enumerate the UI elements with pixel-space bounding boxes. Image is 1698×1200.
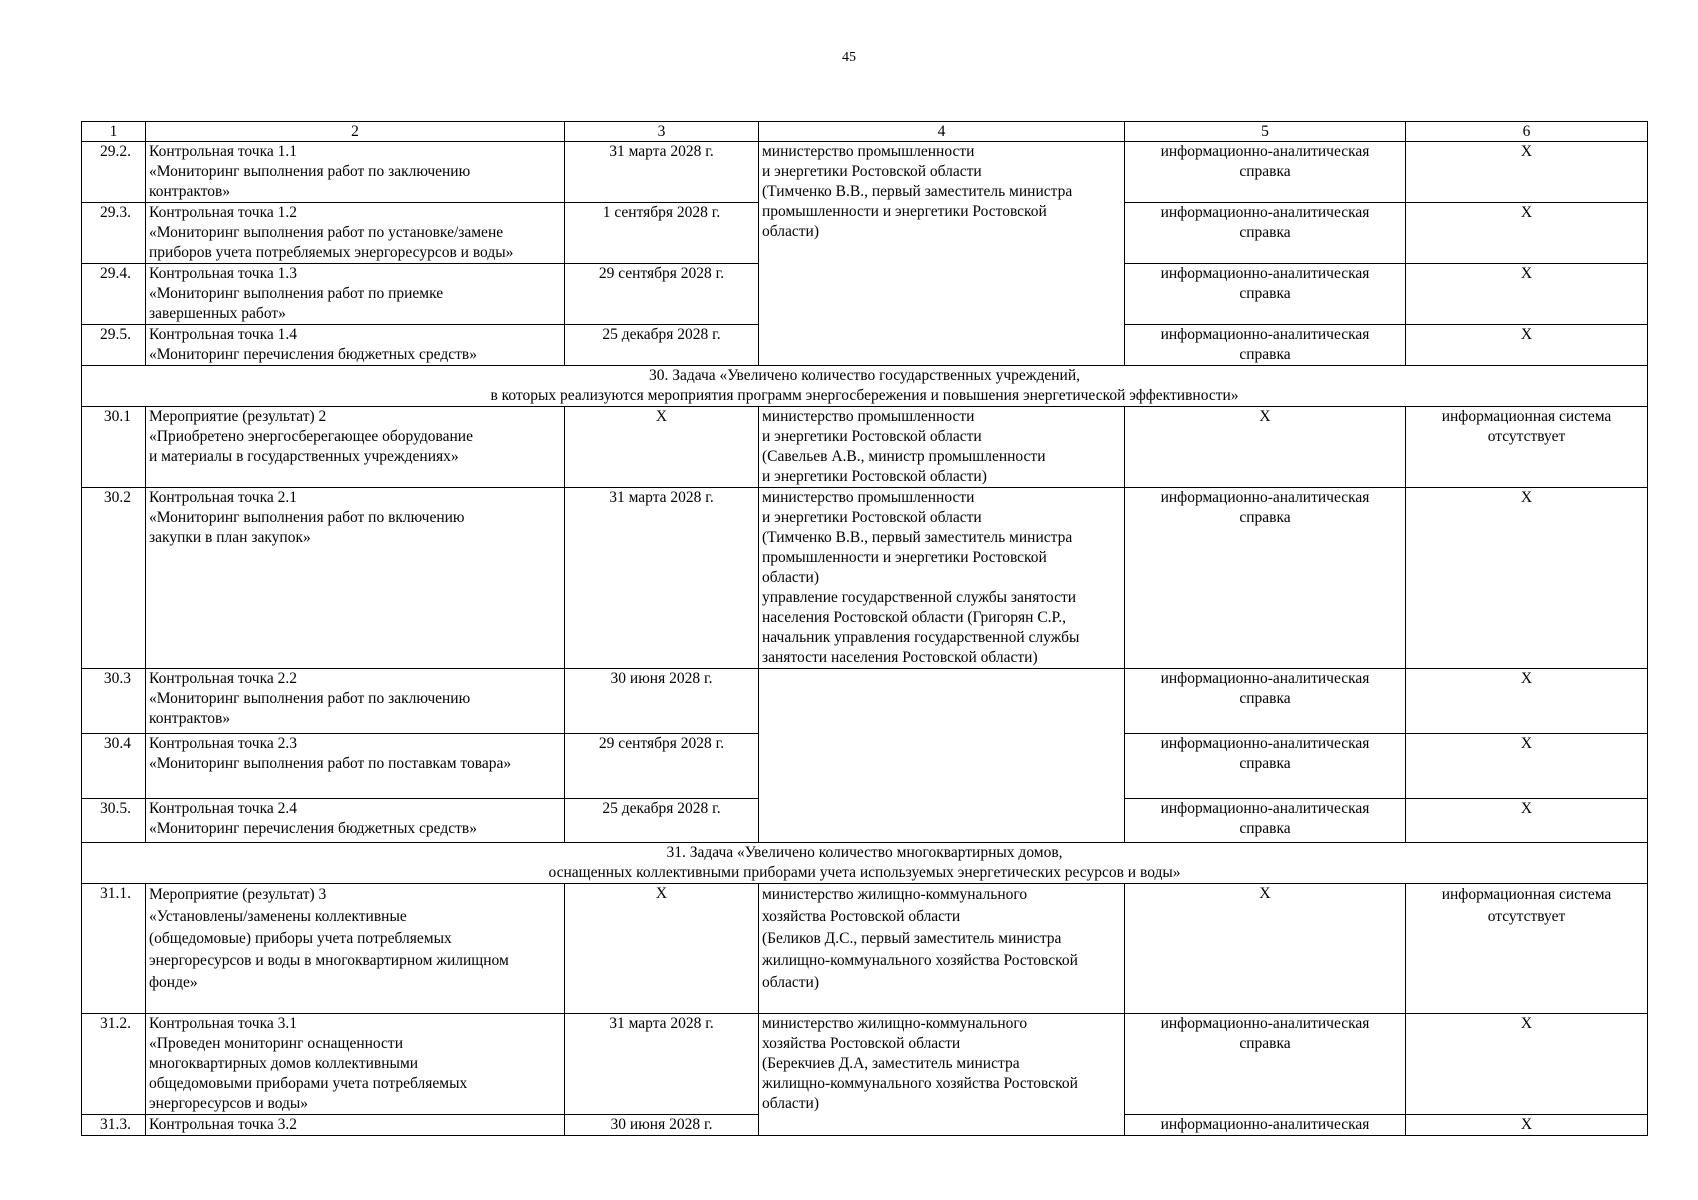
row-number: 30.5. xyxy=(82,799,146,843)
row-system: Х xyxy=(1406,142,1648,203)
row-name: Мероприятие (результат) 3 «Установлены/заменены коллективные (общедомовые) приборы учета потребляемых энергоресурсов и воды в многоквартирном жилищном фонде» xyxy=(146,884,565,1014)
row-date: 25 декабря 2028 г. xyxy=(565,325,759,366)
header-cell: 3 xyxy=(565,122,759,142)
row-date: 29 сентября 2028 г. xyxy=(565,264,759,325)
row-document: информационно-аналитическая xyxy=(1125,1115,1406,1136)
row-date: 30 июня 2028 г. xyxy=(565,1115,759,1136)
row-date: 31 марта 2028 г. xyxy=(565,1014,759,1115)
table-row xyxy=(82,142,1648,203)
row-responsible: министерство промышленности и энергетики Ростовской области (Тимченко В.В., первый заместитель министра промышленности и энергетики Ростовской области) xyxy=(759,142,1125,366)
row-number: 31.3. xyxy=(82,1115,146,1136)
row-name: Контрольная точка 2.3 «Мониторинг выполнения работ по поставкам товара» xyxy=(146,734,565,799)
row-number: 30.3 xyxy=(82,669,146,734)
row-date: 30 июня 2028 г. xyxy=(565,669,759,734)
row-document: информационно-аналитическая справка xyxy=(1125,1014,1406,1115)
row-system: Х xyxy=(1406,325,1648,366)
row-document: информационно-аналитическая справка xyxy=(1125,799,1406,843)
row-number: 31.1. xyxy=(82,884,146,1014)
row-date: 31 марта 2028 г. xyxy=(565,488,759,669)
row-name: Контрольная точка 1.4 «Мониторинг перечисления бюджетных средств» xyxy=(146,325,565,366)
row-responsible: министерство жилищно-коммунального хозяйства Ростовской области (Беликов Д.С., первый заместитель министра жилищно-коммунального хозяйства Ростовской области) xyxy=(759,884,1125,1014)
row-system: Х xyxy=(1406,799,1648,843)
row-date: 25 декабря 2028 г. xyxy=(565,799,759,843)
row-document: информационно-аналитическая справка xyxy=(1125,142,1406,203)
row-system: Х xyxy=(1406,1014,1648,1115)
row-name: Мероприятие (результат) 2 «Приобретено энергосберегающее оборудование и материалы в государственных учреждениях» xyxy=(146,407,565,488)
row-number: 29.5. xyxy=(82,325,146,366)
table-row xyxy=(82,1014,1648,1115)
row-date: 31 марта 2028 г. xyxy=(565,142,759,203)
row-name: Контрольная точка 1.2 «Мониторинг выполнения работ по установке/замене приборов учета потребляемых энергоресурсов и воды» xyxy=(146,203,565,264)
row-date: Х xyxy=(565,884,759,1014)
table-row xyxy=(82,407,1648,488)
row-system: Х xyxy=(1406,734,1648,799)
row-document: информационно-аналитическая справка xyxy=(1125,203,1406,264)
row-name: Контрольная точка 3.2 xyxy=(146,1115,565,1136)
task-heading: 30. Задача «Увеличено количество государственных учреждений, в которых реализуются мероприятия программ энергосбережения и повышения энергетической эффективности» xyxy=(82,366,1648,407)
row-system: Х xyxy=(1406,264,1648,325)
row-system: Х xyxy=(1406,488,1648,669)
task-row xyxy=(82,843,1648,884)
header-cell: 6 xyxy=(1406,122,1648,142)
table-row xyxy=(82,488,1648,669)
plan-table xyxy=(81,121,1648,1136)
row-name: Контрольная точка 1.1 «Мониторинг выполнения работ по заключению контрактов» xyxy=(146,142,565,203)
row-system: Х xyxy=(1406,1115,1648,1136)
table-row xyxy=(82,669,1648,734)
header-cell: 2 xyxy=(146,122,565,142)
row-system: информационная система отсутствует xyxy=(1406,884,1648,1014)
row-system: Х xyxy=(1406,669,1648,734)
row-name: Контрольная точка 2.1 «Мониторинг выполнения работ по включению закупки в план закупок» xyxy=(146,488,565,669)
row-number: 29.3. xyxy=(82,203,146,264)
table-row xyxy=(82,884,1648,1014)
task-row xyxy=(82,366,1648,407)
row-number: 29.4. xyxy=(82,264,146,325)
header-cell: 4 xyxy=(759,122,1125,142)
row-responsible: министерство жилищно-коммунального хозяйства Ростовской области (Берекчиев Д.А, заместитель министра жилищно-коммунального хозяйства Ростовской области) xyxy=(759,1014,1125,1136)
row-number: 31.2. xyxy=(82,1014,146,1115)
row-document: информационно-аналитическая справка xyxy=(1125,325,1406,366)
row-name: Контрольная точка 3.1 «Проведен мониторинг оснащенности многоквартирных домов коллективными общедомовыми приборами учета потребляемых энергоресурсов и воды» xyxy=(146,1014,565,1115)
row-name: Контрольная точка 2.2 «Мониторинг выполнения работ по заключению контрактов» xyxy=(146,669,565,734)
row-name: Контрольная точка 2.4 «Мониторинг перечисления бюджетных средств» xyxy=(146,799,565,843)
row-document: информационно-аналитическая справка xyxy=(1125,734,1406,799)
page-number: 45 xyxy=(842,50,856,65)
row-date: Х xyxy=(565,407,759,488)
task-heading: 31. Задача «Увеличено количество многоквартирных домов, оснащенных коллективными приборами учета используемых энергетических ресурсов и воды» xyxy=(82,843,1648,884)
row-number: 30.2 xyxy=(82,488,146,669)
row-document: информационно-аналитическая справка xyxy=(1125,669,1406,734)
row-number: 30.1 xyxy=(82,407,146,488)
row-number: 29.2. xyxy=(82,142,146,203)
row-system: Х xyxy=(1406,203,1648,264)
row-document: Х xyxy=(1125,407,1406,488)
row-date: 1 сентября 2028 г. xyxy=(565,203,759,264)
row-date: 29 сентября 2028 г. xyxy=(565,734,759,799)
row-responsible xyxy=(759,669,1125,843)
row-name: Контрольная точка 1.3 «Мониторинг выполнения работ по приемке завершенных работ» xyxy=(146,264,565,325)
row-document: информационно-аналитическая справка xyxy=(1125,488,1406,669)
row-number: 30.4 xyxy=(82,734,146,799)
row-responsible: министерство промышленности и энергетики Ростовской области (Савельев А.В., министр промышленности и энергетики Ростовской области) xyxy=(759,407,1125,488)
header-cell: 1 xyxy=(82,122,146,142)
row-responsible: министерство промышленности и энергетики Ростовской области (Тимченко В.В., первый заместитель министра промышленности и энергетики Ростовской области) управление государственной службы занятости населения Ростовской области (Григорян С.Р., начальник управления государственной службы занятости населения Ростовской области) xyxy=(759,488,1125,669)
row-document: Х xyxy=(1125,884,1406,1014)
row-system: информационная система отсутствует xyxy=(1406,407,1648,488)
table-header-row xyxy=(82,122,1648,142)
row-document: информационно-аналитическая справка xyxy=(1125,264,1406,325)
header-cell: 5 xyxy=(1125,122,1406,142)
